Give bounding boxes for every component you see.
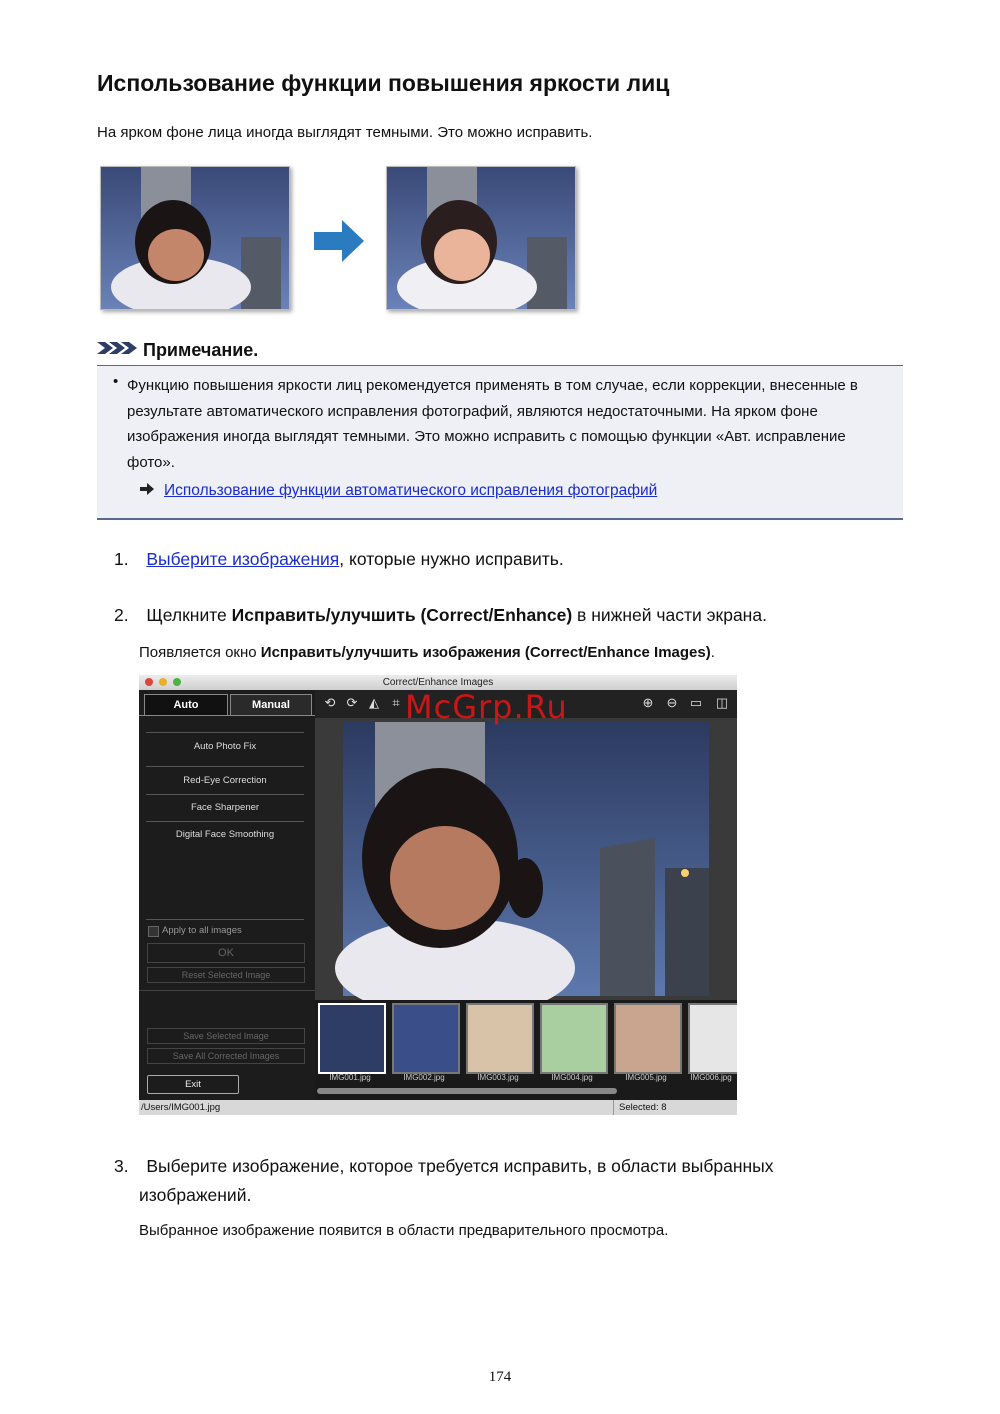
step-text: , которые нужно исправить. [339, 549, 564, 569]
zoom-icon[interactable] [173, 678, 181, 686]
rotate-right-icon[interactable]: ⟳ [346, 695, 358, 710]
step-3 [114, 1156, 774, 1177]
select-images-link[interactable]: Выберите изображения [146, 549, 340, 569]
thumbnail-label: IMG002.jpg [403, 1073, 445, 1082]
sub-text: Появляется окно [139, 644, 261, 661]
rotate-left-icon[interactable]: ⟲ [324, 695, 336, 710]
thumbnail[interactable] [392, 1003, 460, 1074]
step-number: 1. [114, 549, 129, 569]
step-3-sub: Выбранное изображение появится в области предварительного просмотра. [139, 1222, 669, 1239]
status-bar [139, 1100, 737, 1115]
arrow-right-icon [314, 220, 364, 267]
thumbnail-label: IMG006.jpg [690, 1073, 732, 1082]
note-text: Функцию повышения яркости лиц рекомендуется применять в том случае, если коррекции, внесенные в результате автоматического исправления фотографий, являются недостаточными. На ярком фоне изображения иногда выглядят темными. Это можно исправить с помощью функции «Авт. исправление фото». [127, 377, 858, 471]
correct-enhance-label: Исправить/улучшить (Correct/Enhance) [231, 605, 573, 625]
tab-manual[interactable]: Manual [230, 694, 312, 715]
page-title: Использование функции повышения яркости лиц [97, 70, 670, 96]
auto-photo-fix-button[interactable]: Auto Photo Fix [193, 741, 257, 752]
exit-button[interactable]: Exit [147, 1075, 239, 1094]
step-text: в нижней части экрана. [572, 605, 767, 625]
after-photo [386, 166, 576, 310]
auto-photo-fix-link[interactable]: Использование функции автоматического исправления фотографий [164, 482, 658, 499]
note-title: Примечание. [143, 340, 259, 360]
status-path: /Users/IMG001.jpg [141, 1102, 221, 1113]
thumbnail[interactable] [614, 1003, 682, 1074]
tab-auto[interactable]: Auto [144, 694, 228, 715]
zoom-in-icon[interactable]: ⊕ [642, 695, 654, 710]
full-screen-icon[interactable]: ▭ [689, 695, 703, 710]
apply-all-label: Apply to all images [162, 925, 242, 936]
correct-enhance-window [139, 675, 737, 1115]
thumbnail-strip [315, 1000, 737, 1100]
sub-text: . [710, 644, 715, 661]
zoom-out-icon[interactable]: ⊖ [666, 695, 678, 710]
thumbnail[interactable] [540, 1003, 608, 1074]
red-eye-correction-button[interactable]: Red-Eye Correction [183, 775, 267, 786]
thumbnail[interactable] [318, 1003, 386, 1074]
preview-area [315, 718, 737, 1000]
watermark: McGrp.Ru [405, 688, 568, 726]
ok-button[interactable]: OK [147, 943, 305, 963]
status-selected: Selected: 8 [619, 1102, 667, 1113]
window-name: Исправить/улучшить изображения (Correct/Enhance Images) [260, 644, 711, 661]
digital-face-smoothing-button[interactable]: Digital Face Smoothing [175, 829, 275, 840]
link-arrow-icon [140, 482, 154, 500]
step-3-continued: изображений. [139, 1185, 252, 1205]
compare-view-icon[interactable]: ◫ [715, 695, 729, 710]
reset-selected-image-button[interactable]: Reset Selected Image [147, 967, 305, 983]
thumbnail-label: IMG004.jpg [551, 1073, 593, 1082]
step-2 [114, 605, 767, 626]
thumbnail-label: IMG003.jpg [477, 1073, 519, 1082]
left-panel [139, 690, 315, 1100]
step-text: Щелкните [146, 605, 232, 625]
window-title: Correct/Enhance Images [382, 677, 494, 688]
flip-icon[interactable]: ◭ [369, 695, 379, 710]
intro-text: На ярком фоне лица иногда выглядят темными. Это можно исправить. [97, 124, 593, 141]
face-sharpener-button[interactable]: Face Sharpener [190, 802, 260, 813]
step-2-sub [139, 644, 715, 661]
step-1 [114, 549, 564, 570]
step-number: 2. [114, 605, 129, 625]
close-icon[interactable] [145, 678, 153, 686]
thumbnail-label: IMG005.jpg [625, 1073, 667, 1082]
apply-all-checkbox[interactable] [148, 926, 159, 937]
thumbnail[interactable] [688, 1003, 737, 1074]
step-text: Выберите изображение, которое требуется исправить, в области выбранных [146, 1156, 774, 1176]
note-header [97, 340, 258, 361]
minimize-icon[interactable] [159, 678, 167, 686]
crop-icon[interactable]: ⌗ [392, 695, 400, 710]
note-bullet: • [113, 373, 119, 390]
note-link-row [140, 482, 657, 500]
step-number: 3. [114, 1156, 129, 1176]
horizontal-scrollbar[interactable] [317, 1088, 617, 1094]
save-selected-image-button[interactable]: Save Selected Image [147, 1028, 305, 1044]
preview-photo [315, 718, 737, 1000]
note-arrows-icon [97, 340, 137, 361]
page-number: 174 [488, 1369, 512, 1385]
thumbnail-label: IMG001.jpg [329, 1073, 371, 1082]
status-divider [613, 1100, 614, 1115]
thumbnail[interactable] [466, 1003, 534, 1074]
before-photo [100, 166, 290, 310]
save-all-corrected-button[interactable]: Save All Corrected Images [147, 1048, 305, 1064]
